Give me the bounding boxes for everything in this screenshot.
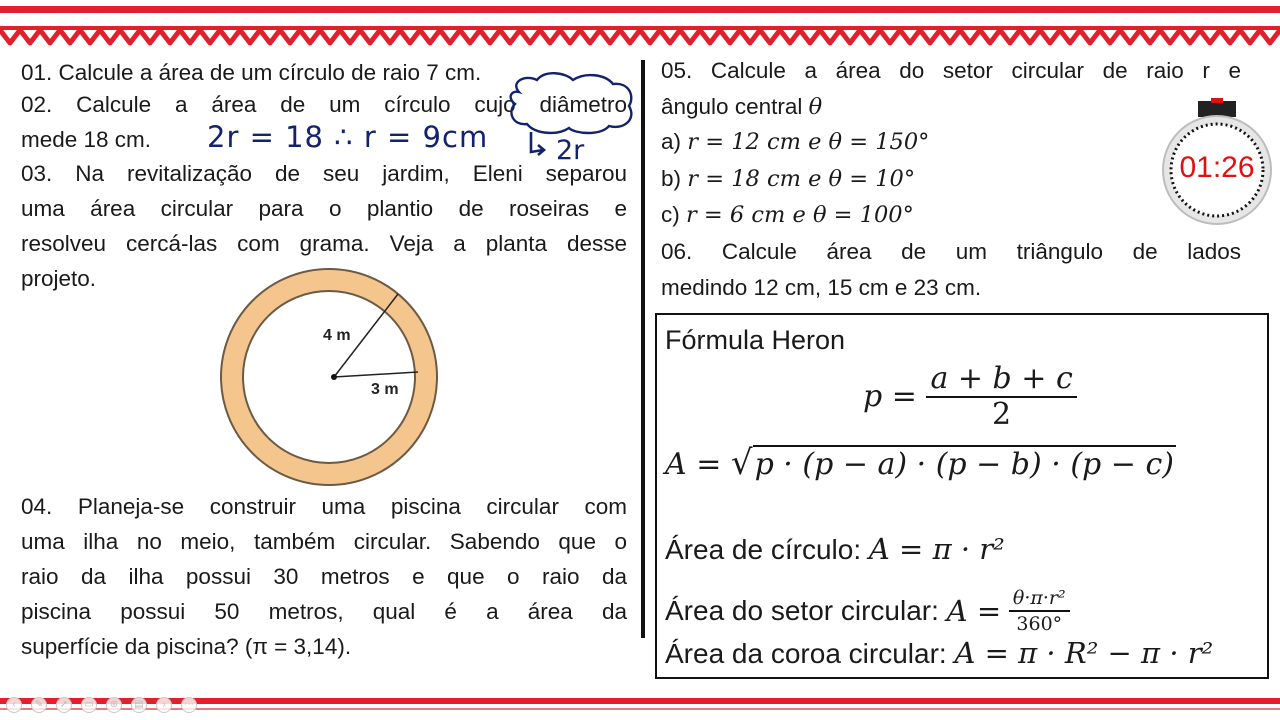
subtitle-control-icon[interactable]: ▤: [131, 697, 147, 713]
timer-readout: 01:26: [1179, 151, 1255, 184]
question-05-line-2: [661, 89, 1241, 126]
crown-area-formula: A = π · R² − π · r²: [954, 636, 1214, 670]
sector-denominator: 360°: [1016, 613, 1063, 635]
zoom-control-icon[interactable]: ⊕: [106, 697, 122, 713]
theta-symbol: θ: [808, 94, 823, 120]
circle-area-row: [665, 532, 1005, 567]
heron-p-denominator: 2: [992, 397, 1012, 432]
question-03-line-1: 03. Na revitalização de seu jardim, Eleni separou: [21, 161, 627, 186]
question-04-line-3: raio da ilha possui 30 metros e que o raio da: [21, 564, 627, 589]
pen-control-icon[interactable]: ✎: [31, 697, 47, 713]
outer-radius-label: 4 m: [323, 327, 351, 344]
sector-numerator: θ·π·r²: [1009, 586, 1070, 612]
question-04-line-2: uma ilha no meio, também circular. Sabendo que o: [21, 529, 627, 554]
question-05-line-1: 05. Calcule a área do setor circular de raio r e: [661, 58, 1241, 83]
question-02-circled-word: diâmetro: [539, 92, 627, 117]
circle-area-formula: A = π · r²: [868, 532, 1005, 566]
center-point: [331, 374, 337, 380]
prev-control-icon[interactable]: ‹: [6, 697, 22, 713]
next-control-icon[interactable]: ›: [156, 697, 172, 713]
item-a-label: a): [661, 129, 682, 154]
more-control-icon[interactable]: ⋯: [181, 697, 197, 713]
circle-area-label: Área de círculo:: [665, 534, 862, 565]
inner-circle: [243, 291, 415, 463]
handwritten-radius-note: 2r = 18 ∴ r = 9cm: [207, 120, 489, 154]
question-03-line-4: projeto.: [21, 266, 97, 291]
heron-area-radicand: p · (p − a) · (p − b) · (p − c): [754, 447, 1174, 482]
handwritten-arrow-note: 2r: [556, 135, 585, 166]
item-c-label: c): [661, 202, 680, 227]
square-root-icon: √: [730, 443, 753, 483]
heron-area-formula: [665, 443, 1176, 483]
sector-area-label: Área do setor circular:: [665, 595, 939, 626]
question-06-line-1: 06. Calcule área de um triângulo de lados: [661, 239, 1241, 264]
column-divider: [641, 60, 645, 638]
item-b-label: b): [661, 166, 682, 191]
top-border-stripe: [0, 6, 1280, 13]
question-04-line-4: piscina possui 50 metros, qual é a área da: [21, 599, 627, 624]
question-06-line-2: medindo 12 cm, 15 cm e 23 cm.: [661, 275, 982, 300]
question-03-line-2: uma área circular para o plantio de roseiras e: [21, 196, 627, 221]
question-05-item-a: [661, 124, 1241, 161]
pointer-control-icon[interactable]: ➚: [56, 697, 72, 713]
heron-p-numerator: a + b + c: [926, 362, 1076, 398]
heron-p-fraction: [926, 362, 1076, 432]
question-04-line-5: superfície da piscina? (π = 3,14).: [21, 634, 352, 659]
garden-ring-diagram: [205, 266, 455, 492]
question-03-line-3: resolveu cercá-las com grama. Veja a planta desse: [21, 231, 627, 256]
slides-control-icon[interactable]: ▭: [81, 697, 97, 713]
question-02-prefix: 02. Calcule a área de um círculo cujo: [21, 92, 516, 117]
sector-area-row: [665, 586, 1070, 636]
question-05-item-b: [661, 161, 1241, 198]
top-border-zigzag: [0, 30, 1280, 43]
item-b-values: r = 18 cm e θ = 10°: [687, 166, 916, 192]
question-05-item-c: [661, 197, 1241, 234]
inner-radius-label: 3 m: [371, 381, 399, 398]
question-02-line-2: mede 18 cm.: [21, 127, 152, 152]
heron-p-lhs: p =: [863, 379, 917, 414]
top-border-band: [0, 26, 1280, 30]
crown-area-row: [665, 636, 1213, 671]
item-c-values: r = 6 cm e θ = 100°: [686, 202, 914, 228]
sector-area-fraction: [1009, 586, 1070, 636]
heron-p-formula: [863, 362, 1077, 432]
question-04-line-1: 04. Planeja-se construir uma piscina circular com: [21, 494, 627, 519]
question-05-angle-text: ângulo central: [661, 94, 803, 119]
sector-area-lhs: A =: [946, 594, 1002, 628]
heron-area-lhs: A =: [665, 447, 722, 482]
item-a-values: r = 12 cm e θ = 150°: [687, 129, 930, 155]
question-01: 01. Calcule a área de um círculo de raio 7 cm.: [21, 60, 482, 85]
crown-area-label: Área da coroa circular:: [665, 638, 947, 669]
heron-title: Fórmula Heron: [665, 325, 846, 355]
top-decorative-border: [0, 0, 1280, 56]
